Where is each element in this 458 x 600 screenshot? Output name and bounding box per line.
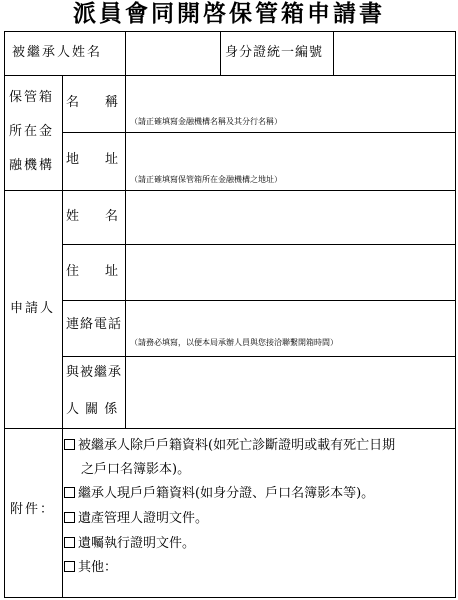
attachment-item	[64, 559, 117, 577]
attachment-item	[64, 535, 195, 553]
column-divider	[220, 32, 221, 75]
row-divider	[5, 75, 455, 76]
applicant-address-label: 住 址	[66, 264, 119, 279]
attachment-item	[64, 485, 374, 503]
attachment-item-continuation	[81, 461, 190, 479]
checkbox[interactable]	[64, 487, 75, 498]
applicant-relation-label-1: 與被繼承	[66, 365, 123, 380]
heir-id-label: 身分證統一編號	[225, 45, 324, 60]
row-divider	[62, 132, 455, 133]
attachment-text: 其他：	[78, 560, 118, 575]
attachment-item	[64, 510, 208, 528]
page-title: 派員會同開啓保管箱申請書	[73, 0, 385, 27]
heir-name-label: 被繼承人姓名	[12, 45, 103, 60]
row-divider	[62, 356, 455, 357]
bank-group-label-1: 保管箱	[9, 90, 55, 105]
applicant-phone-hint: （請務必填寫，以便本局承辦人員與您接洽聯繫開箱時間）	[130, 338, 338, 347]
applicant-relation-label-2: 人 關 係	[66, 402, 119, 417]
attachment-text: 遺產管理人證明文件。	[78, 511, 209, 526]
row-divider	[5, 190, 455, 191]
attachment-item	[64, 437, 395, 455]
applicant-group-label: 申請人	[10, 301, 56, 316]
bank-name-hint: （請正確填寫金融機構名稱及其分行名稱）	[130, 117, 282, 126]
attachment-text: 之戶口名簿影本)。	[81, 462, 191, 477]
bank-group-label-2: 所在金	[9, 124, 55, 139]
column-divider	[62, 428, 63, 597]
bank-address-hint: （請正確填寫保管箱所在金融機構之地址）	[130, 175, 282, 184]
bank-address-label: 地 址	[66, 152, 119, 167]
row-divider	[5, 428, 455, 429]
column-divider	[125, 75, 126, 428]
attachments-label: 附件：	[10, 502, 56, 517]
row-divider	[62, 300, 455, 301]
checkbox[interactable]	[64, 512, 75, 523]
attachment-text: 繼承人現戶戶籍資料(如身分證、戶口名簿影本等)。	[78, 486, 375, 501]
attachment-text: 被繼承人除戶戶籍資料(如死亡診斷證明或載有死亡日期	[78, 438, 396, 453]
applicant-name-label: 姓 名	[66, 209, 119, 224]
checkbox[interactable]	[64, 439, 75, 450]
attachment-text: 遺囑執行證明文件。	[78, 536, 196, 551]
checkbox[interactable]	[64, 537, 75, 548]
applicant-phone-label: 連絡電話	[66, 317, 123, 332]
row-divider	[62, 244, 455, 245]
bank-group-label-3: 融機構	[9, 158, 55, 173]
column-divider	[125, 32, 126, 75]
checkbox[interactable]	[64, 561, 75, 572]
column-divider	[333, 32, 334, 75]
column-divider	[62, 75, 63, 428]
bank-name-label: 名 稱	[66, 95, 119, 110]
